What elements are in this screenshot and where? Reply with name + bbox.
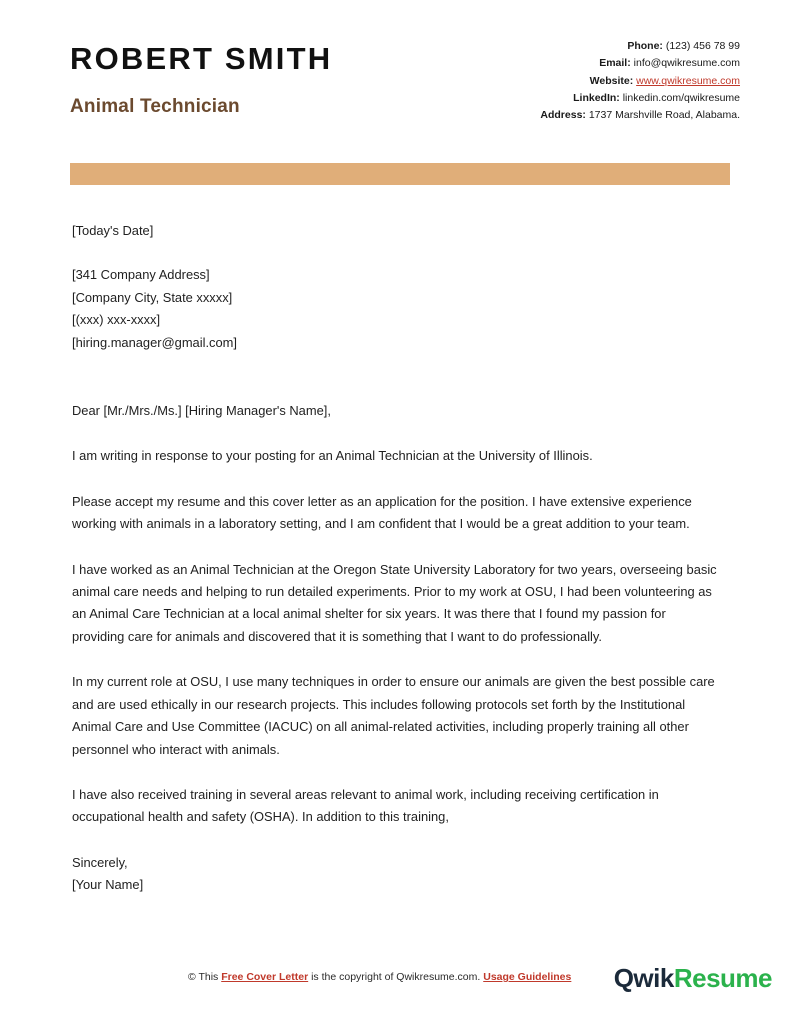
contact-value-linkedin: linkedin.com/qwikresume [622,91,740,104]
contact-label-website: Website: [589,74,634,87]
footer-link-usage-guidelines[interactable]: Usage Guidelines [483,971,572,983]
letter-closing [72,852,720,897]
candidate-job-title: Animal Technician [70,96,240,118]
letter-date: [Today's Date] [72,223,154,238]
letter-body [72,220,720,897]
recipient-address-block [72,264,720,354]
logo-text-qwik: Qwik [613,963,674,993]
contact-row-linkedin [540,90,740,107]
letter-paragraph-2: Please accept my resume and this cover letter as an application for the position. I have extensive experience working with animals in a laboratory setting, and I am confident that I would be a great addition to your team. [72,493,692,532]
header-accent-bar [70,163,730,185]
letter-paragraph-5: I have also received training in several areas relevant to animal work, including receiving certification in occupational health and safety (OSHA). In addition to this training, [72,786,659,825]
contact-value-website-link[interactable]: www.qwikresume.com [636,74,740,87]
recipient-line-street: [341 Company Address] [72,267,210,283]
letter-paragraph-4: In my current role at OSU, I use many techniques in order to ensure our animals are given the best possible care and are used ethically in our research projects. This includes following protocols set forth by the Institutional Animal Care and Use Committee (IACUC) on all animal-related activities, including properly training all other personnel who interact with animals. [72,674,715,757]
footer-link-free-cover-letter[interactable]: Free Cover Letter [221,971,309,983]
qwikresume-logo[interactable] [614,963,772,994]
contact-row-phone [540,38,740,55]
recipient-line-city: [Company City, State xxxxx] [72,289,233,305]
footer-copyright-middle: is the copyright of Qwikresume.com. [308,971,484,983]
contact-value-address: 1737 Marshville Road, Alabama. [588,109,740,122]
closing-salutation: Sincerely, [72,854,128,870]
contact-value-phone: (123) 456 78 99 [665,40,740,52]
candidate-name: ROBERT SMITH [70,41,333,76]
contact-label-address: Address: [540,109,586,122]
contact-row-website [540,73,740,90]
letter-paragraph-3: I have worked as an Animal Technician at the Oregon State University Laboratory for two years, overseeing basic animal care needs and helping to run detailed experiments. Prior to my work at OSU, I had been volunteering as an Animal Care Technician at a local animal shelter for six years. It was there that I found my passion for providing care for animals and discovered that it is something that I want to do professionally. [72,561,717,644]
contact-label-linkedin: LinkedIn: [573,91,620,104]
footer-copyright-prefix: © This [188,971,222,983]
contact-row-email [540,55,740,72]
contact-row-address [540,107,740,124]
contact-label-phone: Phone: [627,40,663,52]
letter-salutation: Dear [Mr./Mrs./Ms.] [Hiring Manager's Name], [72,403,331,419]
page-footer [0,963,800,1013]
logo-text-resume: Resume [673,963,772,993]
letter-paragraph-1: I am writing in response to your posting for an Animal Technician at the University of Illinois. [72,448,593,464]
recipient-line-phone: [(xxx) xxx-xxxx] [72,312,161,328]
letter-header [70,36,740,124]
contact-info-block [540,36,740,124]
closing-signature-name: [Your Name] [72,877,144,893]
candidate-identity [70,36,332,118]
footer-copyright-note [188,971,571,983]
recipient-line-email: [hiring.manager@gmail.com] [72,334,237,350]
contact-value-email: info@qwikresume.com [633,57,740,70]
contact-label-email: Email: [599,57,631,70]
